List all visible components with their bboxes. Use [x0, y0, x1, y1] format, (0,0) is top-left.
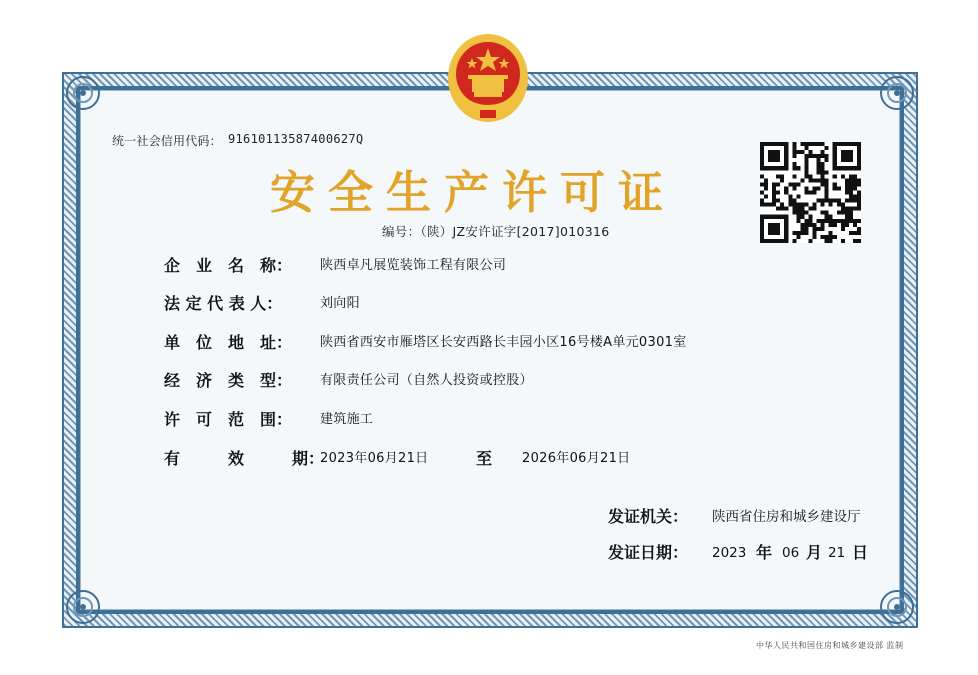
qr-code-icon[interactable] [760, 142, 861, 243]
economic-type-label: 经 济 类 型： [164, 371, 293, 390]
issue-date-day-unit: 日 [852, 543, 869, 562]
issue-date-year: 2023 [712, 545, 747, 561]
validity-end: 2026年06月21日 [522, 451, 631, 466]
validity-label: 有 效 期： [164, 449, 325, 468]
corner-ornament-icon [64, 588, 102, 626]
economic-type-value: 有限责任公司（自然人投资或控股） [320, 373, 533, 388]
credit-code-label: 统一社会信用代码： [112, 134, 222, 148]
corner-ornament-icon [878, 588, 916, 626]
validity-to: 至 [476, 449, 493, 468]
corner-ornament-icon [64, 74, 102, 112]
issue-date-day: 21 [828, 545, 846, 561]
national-emblem-icon [444, 28, 532, 124]
corner-ornament-icon [878, 74, 916, 112]
document-number: 编号：（陕）JZ安许证字[2017]010316 [382, 224, 610, 239]
address-value: 陕西省西安市雁塔区长安西路长丰园小区16号楼A单元0301室 [320, 335, 687, 350]
legal-rep-value: 刘向阳 [320, 296, 360, 311]
credit-code-value: 9161011358740062​7Q [228, 132, 364, 146]
issue-date-month-unit: 月 [806, 543, 823, 562]
issue-date-month: 06 [782, 545, 800, 561]
supervisor-footer: 中华人民共和国住房和城乡建设部 监制 [756, 641, 904, 650]
permit-scope-value: 建筑施工 [320, 412, 374, 427]
issuing-authority-label: 发证机关： [608, 507, 689, 526]
certificate-title: 安全生产许可证 [270, 166, 677, 219]
legal-rep-label: 法 定 代 表 人： [164, 294, 283, 313]
company-name-value: 陕西卓凡展览装饰工程有限公司 [320, 258, 507, 273]
issuing-authority-value: 陕西省住房和城乡建设厅 [712, 509, 861, 525]
issue-date-label: 发证日期： [608, 543, 689, 562]
validity-start: 2023年06月21日 [320, 451, 429, 466]
company-name-label: 企 业 名 称： [164, 256, 293, 275]
address-label: 单 位 地 址： [164, 333, 293, 352]
issue-date-year-unit: 年 [756, 543, 773, 562]
permit-scope-label: 许 可 范 围： [164, 410, 293, 429]
